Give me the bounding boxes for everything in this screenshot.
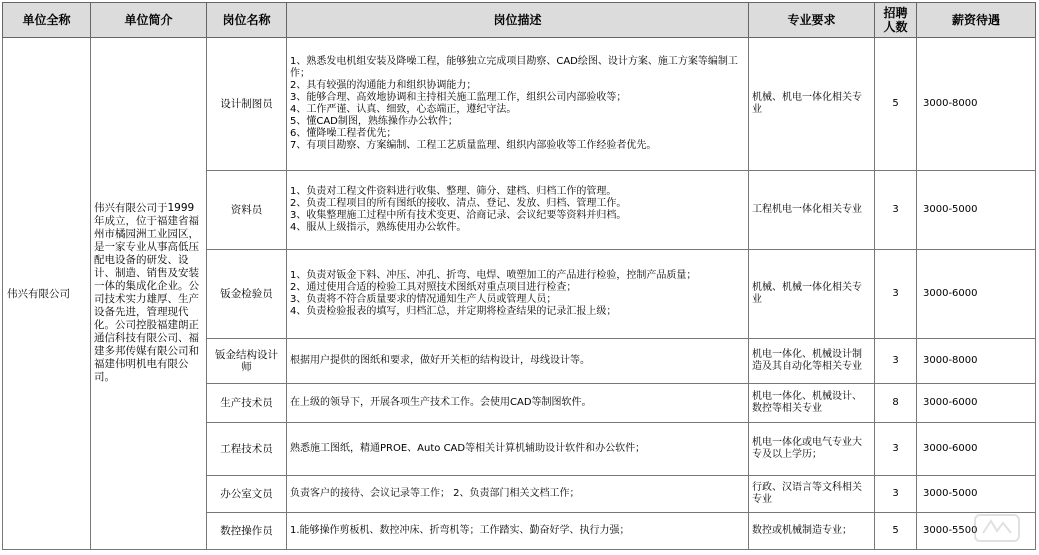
watermark-logo-icon [973, 511, 1021, 545]
job-position: 办公室文员 [207, 476, 287, 513]
description-line: 3、能够合理、高效地协调和主持相关施工监理工作，组织公司内部验收等； [290, 92, 627, 103]
description-line: 熟悉施工图纸，精通PROE、Auto CAD等相关计算机辅助设计软件和办公软件； [290, 443, 646, 454]
job-count: 3 [875, 250, 917, 339]
job-major: 机电一体化或电气专业大专及以上学历； [749, 423, 875, 476]
description-line: 4、服从上级指示，熟练使用办公软件。 [290, 222, 467, 233]
job-description [287, 339, 749, 384]
description-line: 2、具有较强的沟通能力和组织协调能力； [290, 80, 477, 91]
job-position: 钣金结构设计师 [207, 339, 287, 384]
description-line: 在上级的领导下，开展各项生产技术工作。会使用CAD等制图软件。 [290, 397, 592, 408]
description-line: 4、工作严谨、认真、细致，心态端正，遵纪守法。 [290, 104, 517, 115]
header-position: 岗位名称 [207, 3, 287, 38]
job-major: 行政、汉语言等文科相关专业 [749, 476, 875, 513]
description-line: 5、懂CAD制图，熟练操作办公软件； [290, 116, 458, 127]
job-description [287, 38, 749, 171]
job-major: 机电一体化、机械设计、数控等相关专业 [749, 384, 875, 423]
job-salary: 3000-5000 [917, 476, 1036, 513]
job-position: 设计制图员 [207, 38, 287, 171]
job-count: 3 [875, 339, 917, 384]
job-major: 机电一体化、机械设计制造及其自动化等相关专业 [749, 339, 875, 384]
job-count: 3 [875, 476, 917, 513]
job-major: 工程机电一体化相关专业 [749, 171, 875, 250]
description-line: 3、收集整理施工过程中所有技术变更、洽商记录、会议纪要等资料并归档。 [290, 210, 627, 221]
description-line: 4、负责检验报表的填写，归档汇总，并定期将检查结果的记录汇报上级； [290, 306, 617, 317]
job-salary: 3000-6000 [917, 423, 1036, 476]
description-line: 3、负责将不符合质量要求的情况通知生产人员或管理人员； [290, 294, 557, 305]
job-salary: 3000-8000 [917, 38, 1036, 171]
job-description [287, 423, 749, 476]
job-position: 资料员 [207, 171, 287, 250]
description-line: 2、负责工程项目的所有图纸的接收、清点、登记、发放、归档、管理工作。 [290, 198, 627, 209]
recruitment-table [2, 2, 1036, 550]
description-line: 1、负责对工程文件资料进行收集、整理、筛分、建档、归档工作的管理。 [290, 186, 617, 197]
job-count: 3 [875, 423, 917, 476]
job-major: 数控或机械制造专业； [749, 513, 875, 550]
job-position: 数控操作员 [207, 513, 287, 550]
description-line: 1.能够操作剪板机、数控冲床、折弯机等；工作踏实、勤奋好学、执行力强； [290, 525, 630, 536]
header-unit: 单位全称 [3, 3, 91, 38]
job-salary: 3000-5500 [917, 513, 1036, 550]
description-line: 1、负责对钣金下料、冲压、冲孔、折弯、电焊、喷塑加工的产品进行检验，控制产品质量； [290, 270, 697, 281]
header-count: 招聘人数 [875, 3, 917, 38]
job-position: 生产技术员 [207, 384, 287, 423]
job-position: 工程技术员 [207, 423, 287, 476]
job-salary: 3000-8000 [917, 339, 1036, 384]
job-description [287, 384, 749, 423]
description-line: 2、通过使用合适的检验工具对照技术图纸对重点项目进行检查； [290, 282, 577, 293]
job-count: 3 [875, 171, 917, 250]
header-description: 岗位描述 [287, 3, 749, 38]
job-major: 机械、机械一体化相关专业 [749, 250, 875, 339]
job-description [287, 171, 749, 250]
description-line: 负责客户的接待、会议记录等工作； 2、负责部门相关文档工作； [290, 488, 580, 499]
description-line: 7、有项目勘察、方案编制、工程工艺质量监理、组织内部验收等工作经验者优先。 [290, 140, 657, 151]
job-salary: 3000-6000 [917, 384, 1036, 423]
job-salary: 3000-5000 [917, 171, 1036, 250]
job-description [287, 476, 749, 513]
job-description [287, 513, 749, 550]
header-intro: 单位简介 [91, 3, 207, 38]
company-name: 伟兴有限公司 [3, 38, 91, 550]
header-row [3, 3, 1036, 38]
description-line: 6、懂降噪工程者优先； [290, 128, 397, 139]
job-count: 8 [875, 384, 917, 423]
table-row [3, 38, 1036, 171]
header-salary: 薪资待遇 [917, 3, 1036, 38]
job-salary: 3000-6000 [917, 250, 1036, 339]
job-position: 钣金检验员 [207, 250, 287, 339]
description-line: 1、熟悉发电机组安装及降噪工程，能够独立完成项目勘察、CAD绘图、设计方案、施工方案等编制工作； [290, 56, 738, 79]
job-description [287, 250, 749, 339]
job-count: 5 [875, 513, 917, 550]
company-intro: 伟兴有限公司于1999年成立，位于福建省福州市橘园洲工业园区，是一家专业从事高低压配电设备的研发、设计、制造、销售及安装一体的集成化企业。公司技术实力雄厚、生产设备先进，管理现代化。公司控股福建朗正通信科技有限公司、福建多邦传媒有限公司和福建伟明机电有限公司。 [91, 38, 207, 550]
job-count: 5 [875, 38, 917, 171]
job-major: 机械、机电一体化相关专业 [749, 38, 875, 171]
description-line: 根据用户提供的图纸和要求，做好开关柜的结构设计，母线设计等。 [290, 355, 590, 366]
header-major: 专业要求 [749, 3, 875, 38]
